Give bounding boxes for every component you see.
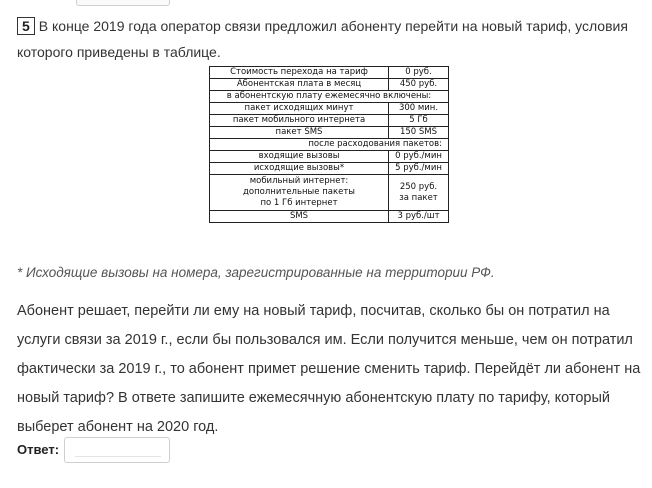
previous-answer-field-edge xyxy=(76,0,170,6)
table-cell-label: пакет мобильного интернета xyxy=(210,115,389,127)
question-text: Абонент решает, перейти ли ему на новый тариф, посчитав, сколько бы он потратил на услуги связи за 2019 г., если бы пользовался им. Если получится меньше, чем он потратил фактически за 2019 г., то абонент примет решение сменить тариф. Перейдёт ли абонент на новый тариф? В ответе запишите ежемесячную абонентскую плату по тарифу, который выберет абонент на 2020 год. xyxy=(17,303,641,435)
table-cell-value: 0 руб. xyxy=(389,67,449,79)
table-row xyxy=(210,67,449,79)
table-cell-value-line: за пакет xyxy=(399,192,438,203)
table-cell-label: SMS xyxy=(210,211,389,223)
table-cell-label-line: мобильный интернет: xyxy=(249,176,349,186)
table-section-header: после расходования пакетов: xyxy=(210,139,449,151)
table-section-row xyxy=(210,139,449,151)
table-cell-label: входящие вызовы xyxy=(210,151,389,163)
table-row xyxy=(210,115,449,127)
table-cell-value: 5 Гб xyxy=(389,115,449,127)
problem-text: В конце 2019 года оператор связи предложил абоненту перейти на новый тариф, условия которого приведены в таблице. xyxy=(17,18,628,60)
table-row xyxy=(210,151,449,163)
table-cell-label-line: по 1 Гб интернет xyxy=(260,198,338,208)
table-row xyxy=(210,103,449,115)
table-cell-value: 450 руб. xyxy=(389,79,449,91)
problem-number: 5 xyxy=(17,17,35,35)
table-cell-value: 300 мин. xyxy=(389,103,449,115)
table-row xyxy=(210,211,449,223)
table-cell-label: пакет SMS xyxy=(210,127,389,139)
table-cell-label: Стоимость перехода на тариф xyxy=(210,67,389,79)
answer-label: Ответ: xyxy=(17,442,60,457)
table-cell-value: 150 SMS xyxy=(389,127,449,139)
answer-input[interactable] xyxy=(64,437,170,463)
tariff-table xyxy=(209,66,449,223)
table-cell-value: 0 руб./мин xyxy=(389,151,449,163)
table-cell-label: пакет исходящих минут xyxy=(210,103,389,115)
table-section-header: в абонентскую плату ежемесячно включены: xyxy=(210,91,449,103)
table-section-row xyxy=(210,91,449,103)
table-row xyxy=(210,127,449,139)
table-cell-value xyxy=(389,175,449,211)
table-cell-label: исходящие вызовы* xyxy=(210,163,389,175)
table-cell-label-line: дополнительные пакеты xyxy=(243,187,355,197)
answer-input-underline xyxy=(75,456,161,457)
table-cell-value-line: 250 руб. xyxy=(399,181,438,192)
footnote: * Исходящие вызовы на номера, зарегистрированные на территории РФ. xyxy=(17,265,495,280)
table-row xyxy=(210,79,449,91)
table-cell-value: 3 руб./шт xyxy=(389,211,449,223)
table-cell-label xyxy=(210,175,389,211)
table-cell-value: 5 руб./мин xyxy=(389,163,449,175)
table-row xyxy=(210,163,449,175)
table-cell-label: Абонентская плата в месяц xyxy=(210,79,389,91)
table-row xyxy=(210,175,449,211)
problem-statement xyxy=(17,13,637,65)
